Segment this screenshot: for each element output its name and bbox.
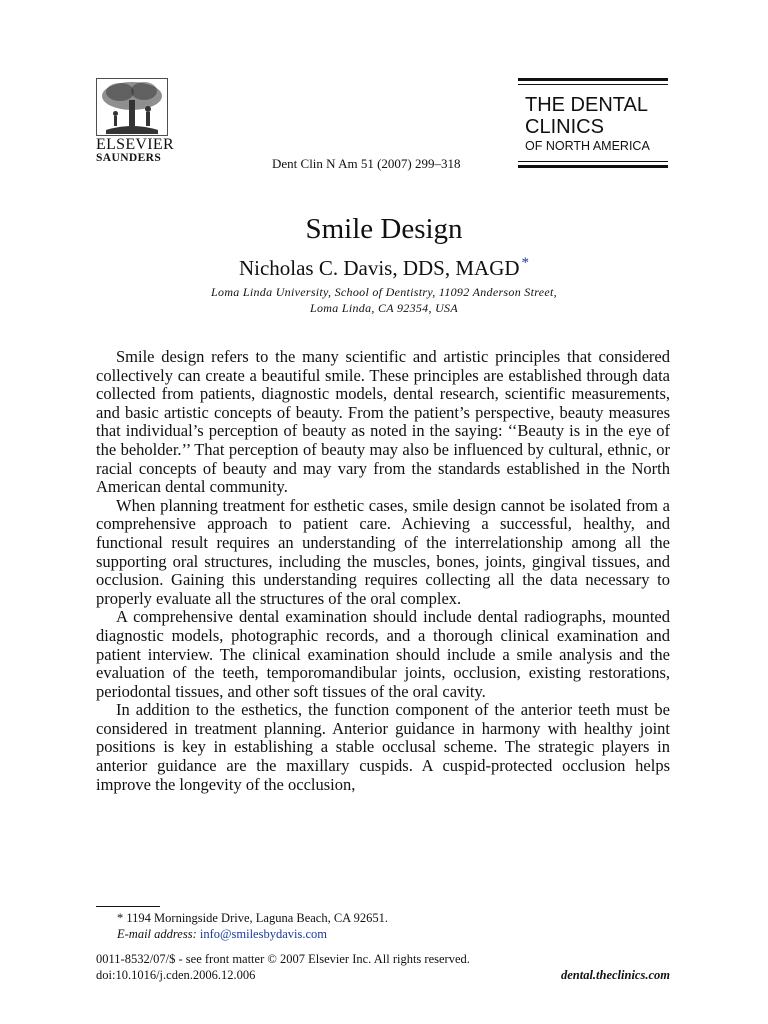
masthead-rule-bottom [518, 165, 668, 168]
footnote-email [117, 926, 327, 942]
body-paragraph: When planning treatment for esthetic cases, smile design cannot be isolated from a comprehensive approach to patient care. Achieving a successful, healthy, and functional result requires an understanding of the interrelationship among all the supporting oral structures, including the muscles, bones, joints, gingival tissues, and occlusion. Gaining this understanding requires collecting all the data necessary to properly evaluate all the structures of the oral complex. [96, 495, 670, 608]
article-body [96, 348, 670, 794]
article-title: Smile Design [305, 213, 463, 245]
publisher-imprint: SAUNDERS [96, 152, 162, 164]
affiliation-line2: Loma Linda, CA 92354, USA [310, 301, 458, 315]
doi-line: doi:10.1016/j.cden.2006.12.006 [96, 968, 256, 982]
email-label: E-mail address: [117, 927, 197, 941]
journal-title-line3: OF NORTH AMERICA [525, 139, 650, 153]
copyright-line: 0011-8532/07/$ - see front matter © 2007 Elsevier Inc. All rights reserved. [96, 952, 470, 966]
affiliation-line1: Loma Linda University, School of Dentistry, 11092 Anderson Street, [211, 285, 557, 299]
masthead-rule-bottom-thin [518, 161, 668, 162]
footnote-rule [96, 906, 160, 907]
author-name: Nicholas C. Davis, DDS, MAGD [238, 256, 520, 280]
body-paragraph: A comprehensive dental examination should include dental radiographs, mounted diagnostic models, photographic records, and a thorough clinical examination and patient interview. The clinical examination should include a smile analysis and the evaluation of the teeth, temporomandibular joints, occlusion, existing restorations, periodontal tissues, and other soft tissues of the oral cavity. [96, 607, 670, 701]
body-paragraph: Smile design refers to the many scientific and artistic principles that considered collectively can create a beautiful smile. These principles are established through data collected from patients, diagnostic models, dental research, scientific measurements, and basic artistic concepts of beauty. From the patient’s perspective, beauty measures that individual’s perception of beauty as noted in the saying: ‘‘Beauty is in the eye of the beholder.’’ That perception of beauty may also be influenced by cultural, ethnic, or racial concepts of beauty and may vary from the standards established in the North American dental community. [96, 347, 670, 497]
journal-site-link[interactable]: dental.theclinics.com [560, 968, 670, 982]
publisher-name: ELSEVIER [96, 136, 174, 153]
body-paragraph: In addition to the esthetics, the function component of the anterior teeth must be considered in treatment planning. Anterior guidance in harmony with healthy joint positions is key in establishing a stable occlusal scheme. The strategic players in anterior guidance are the maxillary cuspids. A cuspid-protected occlusion helps improve the longevity of the occlusion, [96, 700, 670, 794]
email-link[interactable]: info@smilesbydavis.com [199, 927, 327, 941]
author-footnote-mark[interactable]: * [521, 255, 530, 271]
journal-title-line2: CLINICS [525, 116, 604, 138]
journal-citation: Dent Clin N Am 51 (2007) 299–318 [272, 156, 461, 171]
masthead-rule-top [518, 78, 668, 81]
elsevier-tree-logo-icon [96, 78, 168, 136]
author-line [0, 255, 768, 281]
masthead-rule-top-thin [518, 84, 668, 85]
journal-title-line1: THE DENTAL [525, 94, 648, 116]
footnote-address: * 1194 Morningside Drive, Laguna Beach, CA 92651. [117, 911, 389, 925]
